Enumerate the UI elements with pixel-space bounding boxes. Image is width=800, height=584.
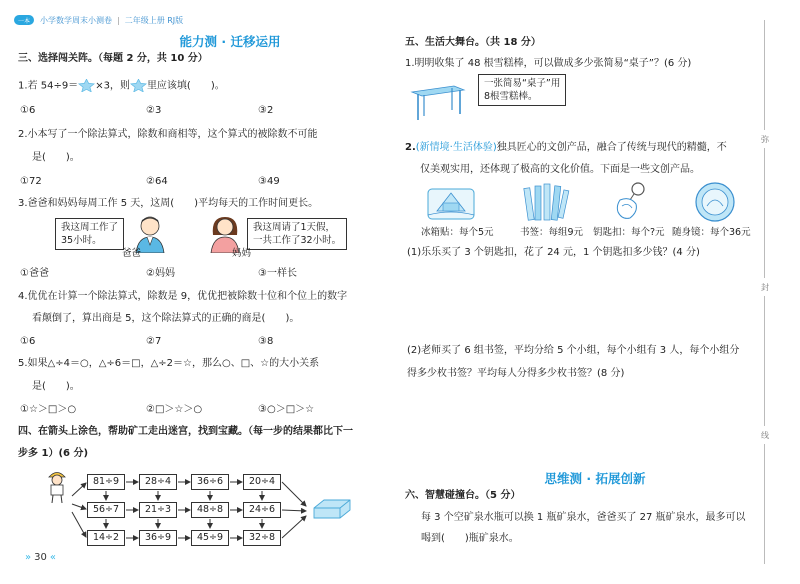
- q2-line-1: 2.小本写了一个除法算式，除数和商相等，这个算式的被除数不可能: [18, 129, 318, 140]
- maze-cell: 56÷7: [87, 502, 125, 518]
- maze-cell: 81÷9: [87, 474, 125, 490]
- dad-label: 爸爸: [122, 248, 142, 259]
- r-q2-line-1: 2.(新情境·生活体验)独具匠心的文创产品，融合了传统与现代的精髓，不: [405, 142, 727, 153]
- mom-label: 妈妈: [232, 248, 252, 259]
- treasure-icon: [310, 496, 354, 522]
- pocket-mirror-icon: [692, 180, 738, 224]
- binding-line: [764, 20, 765, 130]
- header-divider: |: [117, 15, 120, 25]
- mom-speech-bubble: 我这周请了1天假， 一共工作了32小时。: [247, 218, 347, 250]
- product-label-bookmark: 书签：每组9元: [520, 227, 584, 238]
- dad-speech-bubble: 我这周工作了 35小时。: [55, 218, 124, 250]
- fridge-magnet-icon: [425, 183, 477, 223]
- maze-cell: 36÷9: [139, 530, 177, 546]
- q1-line: 1.若 54÷9＝ ×3，则 里应该填( )。: [18, 80, 225, 92]
- maze-cell: 45÷9: [191, 530, 229, 546]
- q4-line-1: 4.优优在计算一个除法算式，除数是 9，优优把被除数十位和个位上的数字: [18, 291, 348, 302]
- r-q2-sub2-line-2: 得多少枚书签？平均每人分得多少枚书签？(8 分): [407, 368, 625, 379]
- product-label-keychain: 钥匙扣：每个?元: [593, 227, 665, 238]
- maze-arrows[interactable]: [60, 468, 350, 556]
- popsicle-table-icon: [410, 82, 466, 122]
- part4-title-line-1: 四、在箭头上涂色，帮助矿工走出迷宫，找到宝藏。（每一步的结果都比下一: [18, 426, 353, 437]
- binding-mark-1: 弥: [761, 135, 769, 144]
- q3-option-2[interactable]: ②妈妈: [146, 268, 175, 279]
- maze-cell: 48÷8: [191, 502, 229, 518]
- q3-line: 3.爸爸和妈妈每周工作 5 天，这周( )平均每天的工作时间更长。: [18, 198, 319, 209]
- q4-option-2[interactable]: ②7: [146, 336, 162, 347]
- maze-cell: 14÷2: [87, 530, 125, 546]
- q3-option-1[interactable]: ①爸爸: [20, 268, 49, 279]
- q5-line-2: 是( )。: [32, 381, 80, 392]
- table-info-bubble: 一张简易“桌子”用 8根雪糕棒。: [478, 74, 566, 106]
- maze-cell: 36÷6: [191, 474, 229, 490]
- binding-mark-3: 线: [761, 431, 769, 440]
- part6-title: 六、智慧碰撞台。（5 分）: [405, 490, 521, 501]
- maze-cell: 24÷6: [243, 502, 281, 518]
- q4-option-1[interactable]: ①6: [20, 336, 36, 347]
- q3-option-3[interactable]: ③一样长: [258, 268, 297, 279]
- part6-line-1: 每 3 个空矿泉水瓶可以换 1 瓶矿泉水，爸爸买了 27 瓶矿泉水，最多可以: [421, 512, 746, 523]
- q2-option-3[interactable]: ③49: [258, 176, 280, 187]
- binding-line: [764, 148, 765, 278]
- page-number: » 30 «: [25, 552, 56, 563]
- bookmark-set-icon: [520, 180, 570, 224]
- binding-line: [764, 296, 765, 426]
- q2-option-2[interactable]: ②64: [146, 176, 168, 187]
- q2-option-1[interactable]: ①72: [20, 176, 42, 187]
- book-edition: 二年级上册 RJ版: [124, 15, 184, 25]
- part4-title-line-2: 步多 1）(6 分): [18, 448, 89, 459]
- maze-cell: 32÷8: [243, 530, 281, 546]
- q5-option-2[interactable]: ②□＞☆＞○: [146, 404, 203, 415]
- r-q1-line: 1.明明收集了 48 根雪糕棒，可以做成多少张简易“桌子”？(6 分): [405, 58, 692, 69]
- q4-line-2: 看颠倒了，算出商是 5，这个除法算式的正确的商是( )。: [32, 313, 300, 324]
- part5-title: 五、生活大舞台。（共 18 分）: [405, 37, 541, 48]
- product-label-magnet: 冰箱贴：每个5元: [421, 227, 494, 238]
- q5-line-1: 5.如果△÷4＝○，△÷6＝□，△÷2＝☆，那么○、□、☆的大小关系: [18, 358, 320, 369]
- brand-logo: 一本: [14, 15, 34, 25]
- page-header: [14, 13, 183, 27]
- r-q2-sub1: (1)乐乐买了 3 个钥匙扣，花了 24 元，1 个钥匙扣多少钱？(4 分): [407, 247, 700, 258]
- maze-cell: 21÷3: [139, 502, 177, 518]
- new-context-tag: (新情境·生活体验): [415, 142, 497, 153]
- q2-line-2: 是( )。: [32, 152, 80, 163]
- star-shape-icon: [78, 79, 95, 92]
- q1-option-1[interactable]: ①6: [20, 105, 36, 116]
- section-title-thinking: 思维测 · 拓展创新: [544, 471, 646, 486]
- maze-cell: 28÷4: [139, 474, 177, 490]
- section-title-ability: 能力测 · 迁移运用: [179, 34, 281, 49]
- q5-option-1[interactable]: ①☆＞□＞○: [20, 404, 77, 415]
- part6-line-2: 喝到( )瓶矿泉水。: [421, 533, 519, 544]
- q1-option-3[interactable]: ③2: [258, 105, 274, 116]
- star-shape-icon: [130, 79, 147, 92]
- part3-title: 三、选择闯关阵。（每题 2 分，共 10 分）: [18, 53, 208, 64]
- q1-option-2[interactable]: ②3: [146, 105, 162, 116]
- r-q2-sub2-line-1: (2)老师买了 6 组书签，平均分给 5 个小组，每个小组有 3 人，每个小组分: [407, 345, 740, 356]
- q4-option-3[interactable]: ③8: [258, 336, 274, 347]
- r-q2-line-2: 仅美观实用，还体现了极高的文化价值。下面是一些文创产品。: [420, 164, 700, 175]
- q5-option-3[interactable]: ③○＞□＞☆: [258, 404, 315, 415]
- book-title: 小学数学周末小测卷: [40, 15, 112, 25]
- maze-cell: 20÷4: [243, 474, 281, 490]
- product-label-mirror: 随身镜：每个36元: [672, 227, 751, 238]
- binding-line: [764, 444, 765, 564]
- keychain-icon: [608, 180, 652, 224]
- binding-mark-2: 封: [761, 283, 769, 292]
